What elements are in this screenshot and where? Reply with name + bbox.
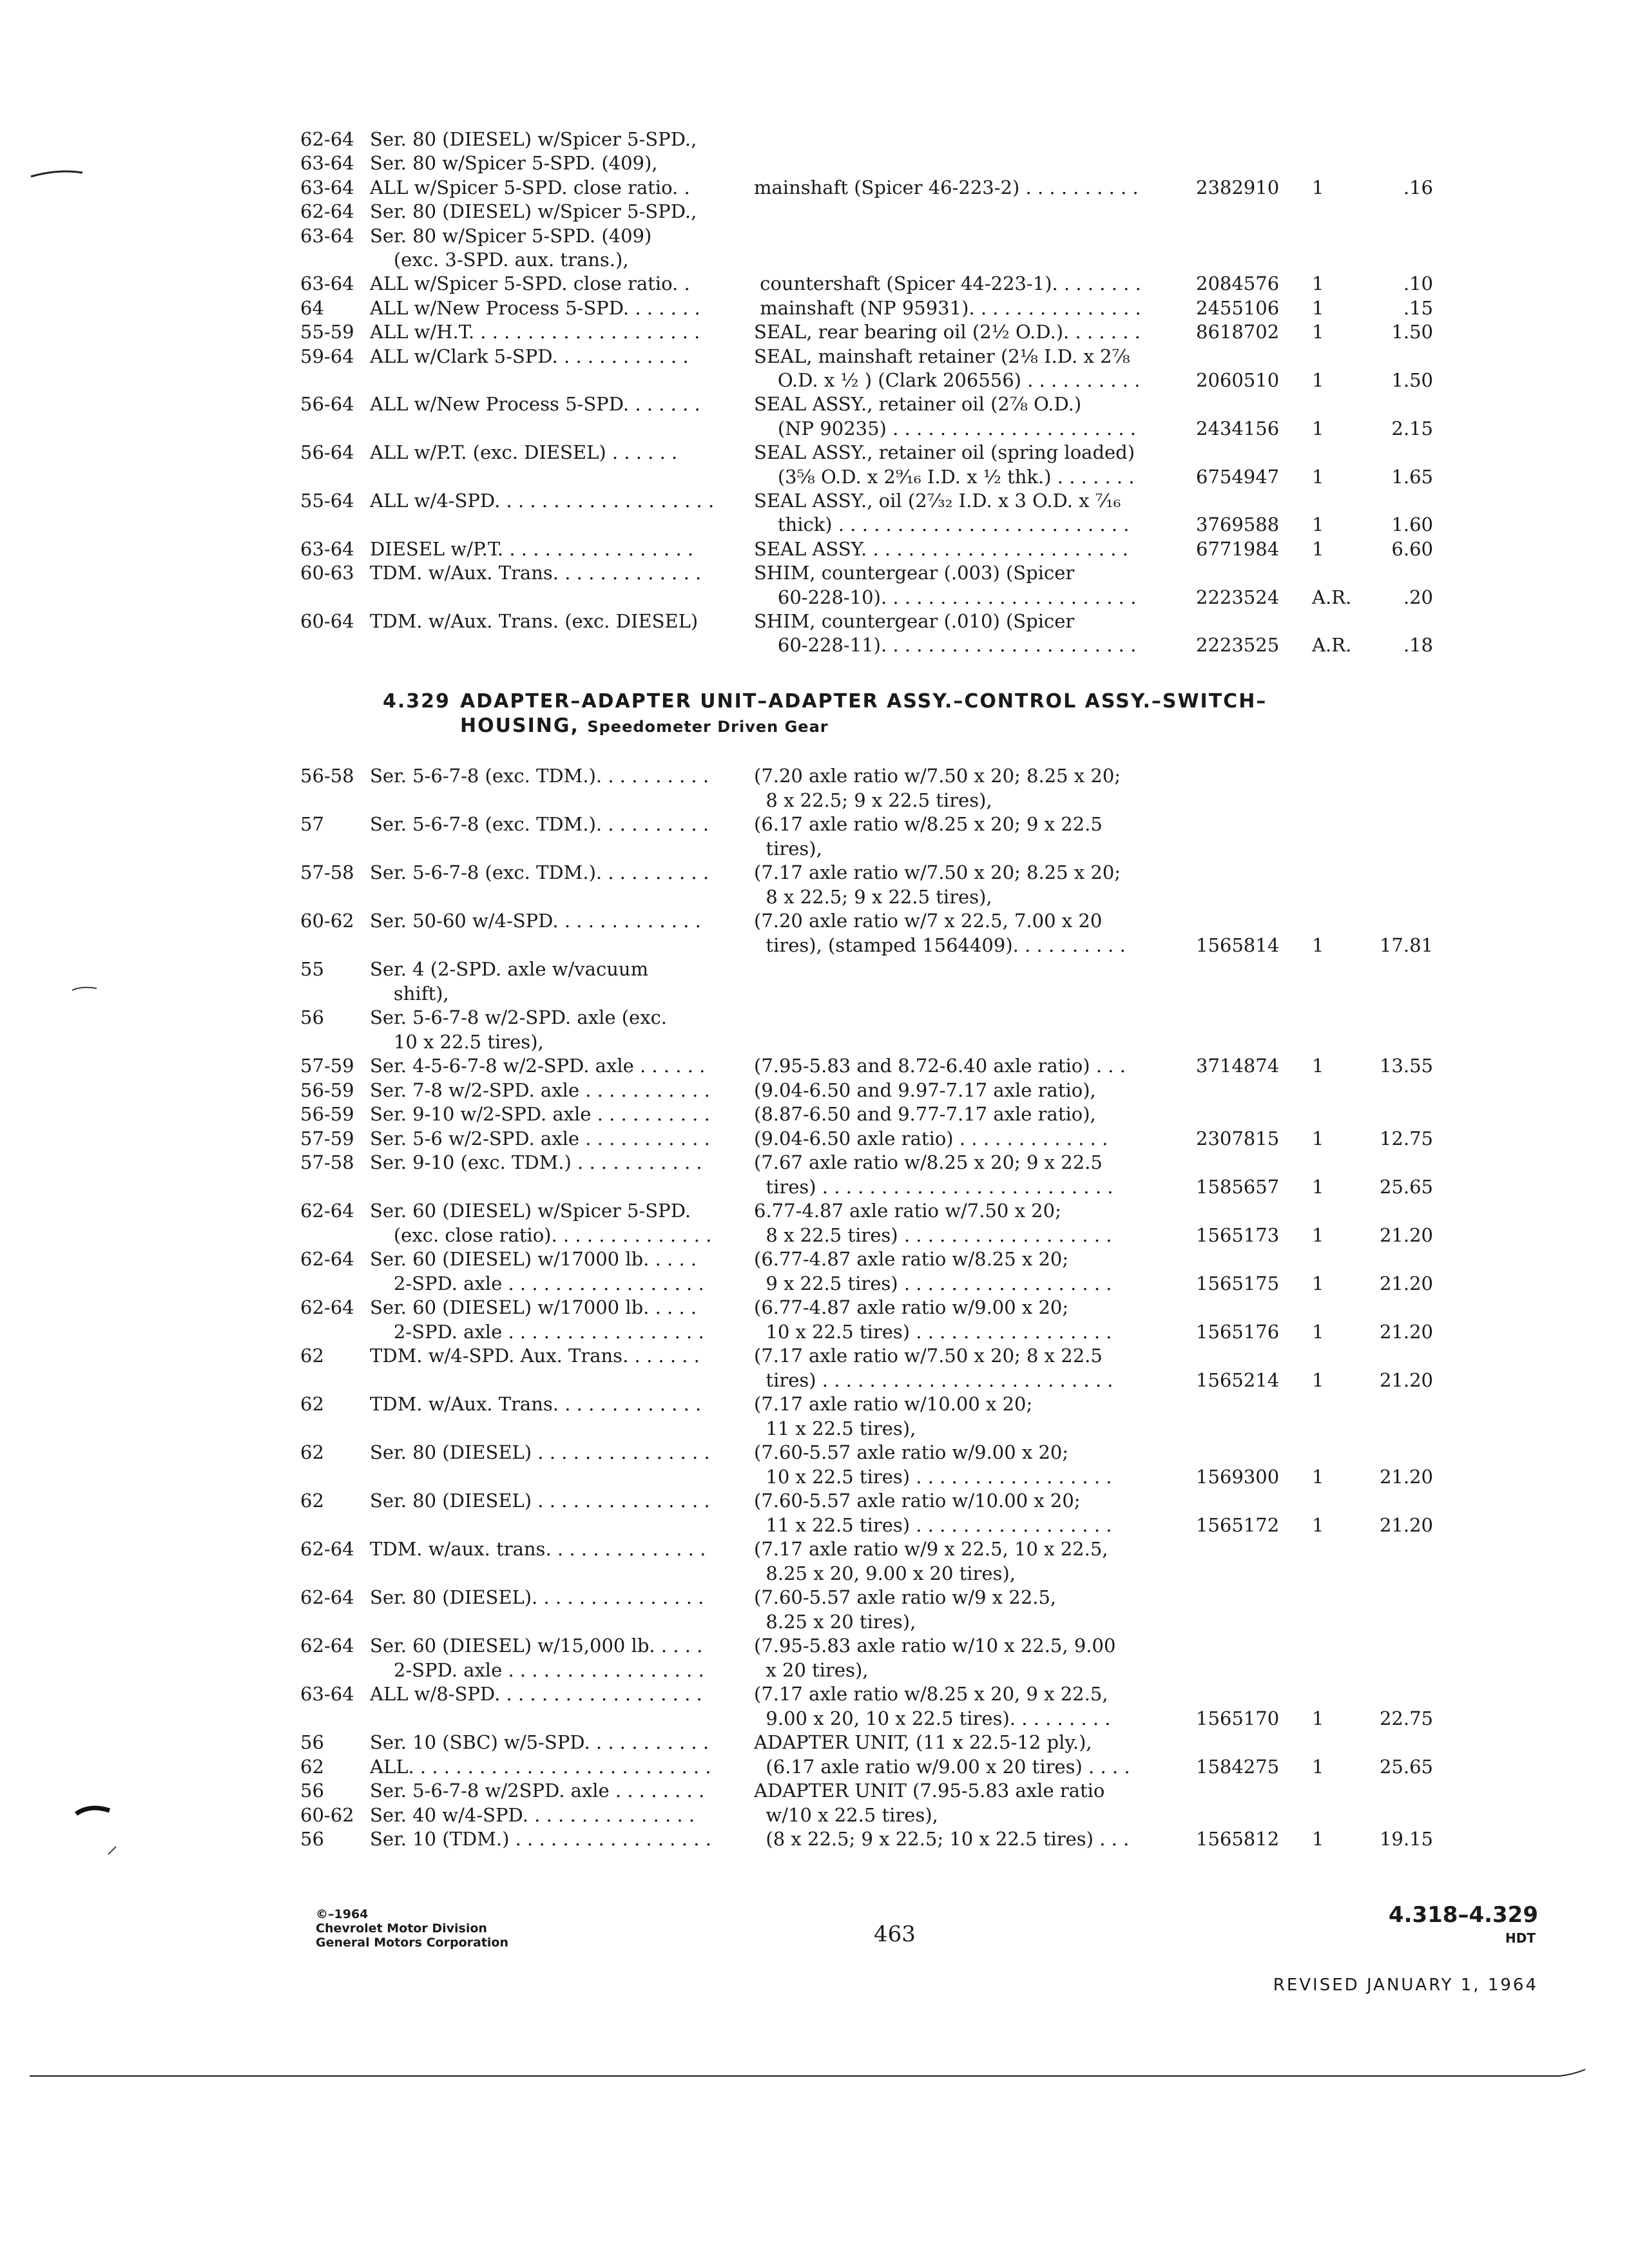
part-number-cell: 3769588 (1196, 514, 1280, 536)
year-cell: 57-58 (300, 1151, 354, 1173)
year-cell: 63-64 (300, 224, 354, 247)
application-cell: Ser. 80 (DIESEL) . . . . . . . . . . . . . . . (370, 1441, 710, 1463)
part-number-cell: 1565214 (1196, 1369, 1280, 1391)
part-number-cell: 6771984 (1196, 537, 1280, 560)
year-cell: 60-62 (300, 910, 354, 932)
application-cell: ALL w/New Process 5-SPD. . . . . . . (370, 393, 700, 416)
price-cell: .20 (1403, 586, 1433, 608)
quantity-cell: 1 (1312, 1272, 1324, 1294)
application-cell: Ser. 5-6-7-8 w/2-SPD. axle (exc. (370, 1006, 668, 1028)
quantity-cell: 1 (1312, 1127, 1324, 1149)
application-cell: ALL w/Spicer 5-SPD. close ratio. . (370, 176, 690, 198)
description-cell: (9.04-6.50 and 9.97-7.17 axle ratio), (754, 1079, 1096, 1101)
application-cell: Ser. 5-6 w/2-SPD. axle . . . . . . . . . . . (370, 1127, 710, 1149)
year-cell: 55-64 (300, 490, 354, 512)
price-cell: 12.75 (1379, 1127, 1433, 1149)
description-cell: (7.95-5.83 axle ratio w/10 x 22.5, 9.00 (754, 1635, 1116, 1657)
application-cell: 2-SPD. axle . . . . . . . . . . . . . . . . . (370, 1272, 704, 1294)
application-cell: Ser. 7-8 w/2-SPD. axle . . . . . . . . . . . (370, 1079, 710, 1101)
section-number: 4.329 (383, 690, 450, 713)
application-cell: ALL w/4-SPD. . . . . . . . . . . . . . . . . . . (370, 490, 715, 512)
price-cell: 1.65 (1391, 465, 1433, 488)
application-cell: Ser. 5-6-7-8 w/2SPD. axle . . . . . . . . (370, 1780, 705, 1802)
part-number-cell: 2382910 (1196, 176, 1280, 198)
quantity-cell: 1 (1312, 465, 1324, 488)
description-cell: (3⅝ O.D. x 2⁹⁄₁₆ I.D. x ½ thk.) . . . . . . . (754, 465, 1135, 488)
year-cell: 62 (300, 1755, 324, 1778)
price-cell: 21.20 (1379, 1514, 1433, 1536)
description-cell: 8 x 22.5; 9 x 22.5 tires), (754, 789, 992, 811)
description-cell: SEAL ASSY., oil (2⁷⁄₃₂ I.D. x 3 O.D. x ⁷⁄₁₆ (754, 490, 1121, 512)
description-cell: 10 x 22.5 tires) . . . . . . . . . . . . . . . . . (754, 1320, 1112, 1343)
application-cell: 2-SPD. axle . . . . . . . . . . . . . . . . . (370, 1658, 704, 1681)
description-cell: SEAL, mainshaft retainer (2⅛ I.D. x 2⅞ (754, 345, 1130, 367)
description-cell: 8 x 22.5; 9 x 22.5 tires), (754, 885, 992, 908)
application-cell: (exc. 3-SPD. aux. trans.), (370, 249, 629, 271)
quantity-cell: 1 (1312, 1320, 1324, 1343)
description-cell: (7.20 axle ratio w/7 x 22.5, 7.00 x 20 (754, 910, 1103, 932)
publisher-block (316, 1907, 508, 1950)
application-cell: ALL. . . . . . . . . . . . . . . . . . . . . . . . . . (370, 1755, 711, 1778)
price-cell: .18 (1403, 634, 1433, 657)
description-cell: O.D. x ½ ) (Clark 206556) . . . . . . . . . . (754, 369, 1141, 391)
description-cell: (7.67 axle ratio w/8.25 x 20; 9 x 22.5 (754, 1151, 1103, 1173)
description-cell: (7.17 axle ratio w/7.50 x 20; 8.25 x 20; (754, 861, 1121, 883)
description-cell: (7.60-5.57 axle ratio w/9.00 x 20; (754, 1441, 1069, 1463)
application-cell: Ser. 4 (2-SPD. axle w/vacuum (370, 958, 649, 980)
year-cell: 56-59 (300, 1103, 354, 1125)
application-cell: (exc. close ratio). . . . . . . . . . . . . . (370, 1224, 712, 1246)
price-cell: 13.55 (1379, 1055, 1433, 1077)
price-cell: .15 (1403, 296, 1433, 319)
year-cell: 62-64 (300, 128, 354, 150)
year-cell: 63-64 (300, 176, 354, 198)
year-cell: 62-64 (300, 1586, 354, 1608)
price-cell: 21.20 (1379, 1369, 1433, 1391)
part-number-cell: 2223524 (1196, 586, 1280, 608)
part-number-cell: 1565173 (1196, 1224, 1280, 1246)
quantity-cell: 1 (1312, 1828, 1324, 1850)
part-number-cell: 2434156 (1196, 417, 1280, 439)
application-cell: ALL w/H.T. . . . . . . . . . . . . . . . . . . . (370, 321, 700, 343)
part-number-cell: 2084576 (1196, 273, 1280, 295)
application-cell: Ser. 60 (DIESEL) w/17000 lb. . . . . (370, 1296, 697, 1318)
quantity-cell: A.R. (1312, 634, 1352, 657)
description-cell: 8 x 22.5 tires) . . . . . . . . . . . . . . . . . . (754, 1224, 1112, 1246)
application-cell: Ser. 80 (DIESEL) w/Spicer 5-SPD., (370, 128, 697, 150)
part-number-cell: 2307815 (1196, 1127, 1280, 1149)
description-cell: SEAL, rear bearing oil (2½ O.D.). . . . . . . (754, 321, 1141, 343)
description-cell: (7.17 axle ratio w/8.25 x 20, 9 x 22.5, (754, 1683, 1108, 1705)
description-cell: countershaft (Spicer 44-223-1). . . . . . . . (754, 273, 1141, 295)
description-cell: (7.17 axle ratio w/9 x 22.5, 10 x 22.5, (754, 1538, 1108, 1560)
year-cell: 63-64 (300, 537, 354, 560)
part-number-cell: 6754947 (1196, 465, 1280, 488)
year-cell: 62 (300, 1441, 324, 1463)
description-cell: (8.87-6.50 and 9.77-7.17 axle ratio), (754, 1103, 1096, 1125)
quantity-cell: 1 (1312, 321, 1324, 343)
description-cell: SEAL ASSY., retainer oil (spring loaded) (754, 441, 1135, 464)
price-cell: 21.20 (1379, 1465, 1433, 1488)
description-cell: (7.17 axle ratio w/10.00 x 20; (754, 1393, 1033, 1415)
description-cell: (6.77-4.87 axle ratio w/9.00 x 20; (754, 1296, 1069, 1318)
quantity-cell: 1 (1312, 1055, 1324, 1077)
description-cell: mainshaft (Spicer 46-223-2) . . . . . . . . . . (754, 176, 1139, 198)
year-cell: 56-64 (300, 393, 354, 416)
application-cell: Ser. 80 (DIESEL). . . . . . . . . . . . . . . (370, 1586, 704, 1608)
year-cell: 62-64 (300, 1296, 354, 1318)
application-cell: ALL w/Spicer 5-SPD. close ratio. . (370, 273, 690, 295)
application-cell: Ser. 9-10 w/2-SPD. axle . . . . . . . . . . (370, 1103, 710, 1125)
year-cell: 55 (300, 958, 324, 980)
price-cell: 1.50 (1391, 321, 1433, 343)
quantity-cell: 1 (1312, 1755, 1324, 1778)
year-cell: 56 (300, 1828, 324, 1850)
application-cell: Ser. 60 (DIESEL) w/17000 lb. . . . . (370, 1248, 697, 1270)
part-number-cell: 1565814 (1196, 934, 1280, 956)
year-cell: 62 (300, 1345, 324, 1367)
application-cell: DIESEL w/P.T. . . . . . . . . . . . . . . . . (370, 537, 694, 560)
part-number-cell: 1565176 (1196, 1320, 1280, 1343)
description-cell: (6.77-4.87 axle ratio w/8.25 x 20; (754, 1248, 1069, 1270)
description-cell: tires), (stamped 1564409). . . . . . . . . . (754, 934, 1126, 956)
quantity-cell: 1 (1312, 1514, 1324, 1536)
year-cell: 62-64 (300, 1538, 354, 1560)
division-name: Chevrolet Motor Division (316, 1921, 487, 1936)
year-cell: 63-64 (300, 1683, 354, 1705)
description-cell: (6.17 axle ratio w/9.00 x 20 tires) . . . . (754, 1755, 1130, 1778)
year-cell: 56 (300, 1006, 324, 1028)
application-cell: Ser. 10 (SBC) w/5-SPD. . . . . . . . . . . (370, 1731, 709, 1753)
quantity-cell: 1 (1312, 1224, 1324, 1246)
description-cell: (7.60-5.57 axle ratio w/9 x 22.5, (754, 1586, 1057, 1608)
price-cell: 2.15 (1391, 417, 1433, 439)
application-cell: 10 x 22.5 tires), (370, 1030, 544, 1053)
price-cell: 19.15 (1379, 1828, 1433, 1850)
description-cell: (7.60-5.57 axle ratio w/10.00 x 20; (754, 1490, 1081, 1512)
application-cell: ALL w/New Process 5-SPD. . . . . . . (370, 296, 700, 319)
application-cell: TDM. w/aux. trans. . . . . . . . . . . . . . (370, 1538, 706, 1560)
part-number-cell: 1565812 (1196, 1828, 1280, 1850)
section-range: 4.318–4.329 (1388, 1902, 1538, 1928)
description-cell: SEAL ASSY., retainer oil (2⅞ O.D.) (754, 393, 1082, 416)
quantity-cell: 1 (1312, 514, 1324, 536)
year-cell: 56-58 (300, 765, 354, 787)
year-cell: 63-64 (300, 273, 354, 295)
corporation-name: General Motors Corporation (316, 1936, 508, 1950)
year-cell: 62 (300, 1393, 324, 1415)
application-cell: Ser. 9-10 (exc. TDM.) . . . . . . . . . . . (370, 1151, 702, 1173)
part-number-cell: 1585657 (1196, 1175, 1280, 1198)
price-cell: 1.60 (1391, 514, 1433, 536)
quantity-cell: A.R. (1312, 586, 1352, 608)
description-cell: w/10 x 22.5 tires), (754, 1803, 938, 1826)
application-cell: TDM. w/4-SPD. Aux. Trans. . . . . . . (370, 1345, 700, 1367)
year-cell: 56 (300, 1731, 324, 1753)
application-cell: Ser. 10 (TDM.) . . . . . . . . . . . . . . . . . (370, 1828, 711, 1850)
application-cell: Ser. 40 w/4-SPD. . . . . . . . . . . . . . . (370, 1803, 695, 1826)
year-cell: 59-64 (300, 345, 354, 367)
description-cell: 60-228-11). . . . . . . . . . . . . . . . . . . . . . (754, 634, 1137, 657)
application-cell: Ser. 60 (DIESEL) w/Spicer 5-SPD. (370, 1200, 691, 1222)
description-cell: tires), (754, 837, 822, 860)
price-cell: 21.20 (1379, 1224, 1433, 1246)
year-cell: 63-64 (300, 152, 354, 175)
price-cell: 17.81 (1379, 934, 1433, 956)
quantity-cell: 1 (1312, 369, 1324, 391)
application-cell: Ser. 50-60 w/4-SPD. . . . . . . . . . . . . (370, 910, 701, 932)
year-cell: 56 (300, 1780, 324, 1802)
description-cell: 11 x 22.5 tires) . . . . . . . . . . . . . . . . . (754, 1514, 1112, 1536)
description-cell: x 20 tires), (754, 1658, 869, 1681)
quantity-cell: 1 (1312, 176, 1324, 198)
year-cell: 57-59 (300, 1127, 354, 1149)
description-cell: 8.25 x 20 tires), (754, 1610, 916, 1633)
quantity-cell: 1 (1312, 1707, 1324, 1729)
part-number-cell: 1569300 (1196, 1465, 1280, 1488)
description-cell: SHIM, countergear (.003) (Spicer (754, 562, 1075, 584)
application-cell: 2-SPD. axle . . . . . . . . . . . . . . . . . (370, 1320, 704, 1343)
quantity-cell: 1 (1312, 934, 1324, 956)
year-cell: 55-59 (300, 321, 354, 343)
application-cell: Ser. 80 (DIESEL) w/Spicer 5-SPD., (370, 200, 697, 223)
year-cell: 56-59 (300, 1079, 354, 1101)
application-cell: Ser. 80 w/Spicer 5-SPD. (409) (370, 224, 652, 247)
description-cell: 9.00 x 20, 10 x 22.5 tires). . . . . . . . . (754, 1707, 1111, 1729)
application-cell: ALL w/P.T. (exc. DIESEL) . . . . . . (370, 441, 678, 464)
description-cell: (8 x 22.5; 9 x 22.5; 10 x 22.5 tires) . . . (754, 1828, 1130, 1850)
application-cell: TDM. w/Aux. Trans. . . . . . . . . . . . . (370, 1393, 702, 1415)
description-cell: (7.17 axle ratio w/7.50 x 20; 8 x 22.5 (754, 1345, 1103, 1367)
part-number-cell: 8618702 (1196, 321, 1280, 343)
year-cell: 62-64 (300, 1200, 354, 1222)
part-number-cell: 1565175 (1196, 1272, 1280, 1294)
year-cell: 57-59 (300, 1055, 354, 1077)
description-cell: tires) . . . . . . . . . . . . . . . . . . . . . . . . . (754, 1369, 1113, 1391)
price-cell: 21.20 (1379, 1272, 1433, 1294)
margin-hole-mark-middle (72, 988, 97, 990)
description-cell: SEAL ASSY. . . . . . . . . . . . . . . . . . . . . . . (754, 537, 1128, 560)
margin-scratch (108, 1847, 116, 1854)
section-subheading (460, 714, 829, 739)
description-cell: 60-228-10). . . . . . . . . . . . . . . . . . . . . . (754, 586, 1137, 608)
part-number-cell: 2223525 (1196, 634, 1280, 657)
price-cell: 25.65 (1379, 1175, 1433, 1198)
year-cell: 57-58 (300, 861, 354, 883)
description-cell: 6.77-4.87 axle ratio w/7.50 x 20; (754, 1200, 1061, 1222)
description-cell: ADAPTER UNIT (7.95-5.83 axle ratio (754, 1780, 1105, 1802)
margin-hole-mark-top (31, 171, 82, 177)
application-cell: Ser. 5-6-7-8 (exc. TDM.). . . . . . . . . . (370, 861, 709, 883)
price-cell: 22.75 (1379, 1707, 1433, 1729)
quantity-cell: 1 (1312, 537, 1324, 560)
margin-hole-mark-bottom (76, 1808, 110, 1814)
part-number-cell: 1584275 (1196, 1755, 1280, 1778)
year-cell: 56-64 (300, 441, 354, 464)
description-cell: thick) . . . . . . . . . . . . . . . . . . . . . . . . . (754, 514, 1130, 536)
part-number-cell: 1565170 (1196, 1707, 1280, 1729)
application-cell: Ser. 80 w/Spicer 5-SPD. (409), (370, 152, 658, 175)
application-cell: TDM. w/Aux. Trans. (exc. DIESEL) (370, 610, 699, 632)
part-number-cell: 1565172 (1196, 1514, 1280, 1536)
section-heading (383, 689, 1267, 714)
quantity-cell: 1 (1312, 273, 1324, 295)
year-cell: 60-64 (300, 610, 354, 632)
application-cell: TDM. w/Aux. Trans. . . . . . . . . . . . . (370, 562, 702, 584)
year-cell: 57 (300, 813, 324, 835)
model-tag: HDT (1505, 1930, 1536, 1946)
application-cell: Ser. 5-6-7-8 (exc. TDM.). . . . . . . . . . (370, 813, 709, 835)
description-cell: SHIM, countergear (.010) (Spicer (754, 610, 1075, 632)
page-number: 463 (874, 1921, 916, 1947)
year-cell: 62 (300, 1490, 324, 1512)
description-cell: (7.20 axle ratio w/7.50 x 20; 8.25 x 20; (754, 765, 1121, 787)
part-number-cell: 2060510 (1196, 369, 1280, 391)
revised-date: REVISED JANUARY 1, 1964 (1273, 1975, 1538, 1995)
description-cell: mainshaft (NP 95931). . . . . . . . . . . . . . . (754, 296, 1141, 319)
section-title-cont: HOUSING, (460, 715, 579, 737)
price-cell: 6.60 (1391, 537, 1433, 560)
price-cell: 21.20 (1379, 1320, 1433, 1343)
application-cell: ALL w/Clark 5-SPD. . . . . . . . . . . . (370, 345, 689, 367)
application-cell: Ser. 5-6-7-8 (exc. TDM.). . . . . . . . . . (370, 765, 709, 787)
quantity-cell: 1 (1312, 1465, 1324, 1488)
year-cell: 62-64 (300, 200, 354, 223)
copyright: ©–1964 (316, 1907, 369, 1921)
part-number-cell: 3714874 (1196, 1055, 1280, 1077)
price-cell: .16 (1403, 176, 1433, 198)
part-number-cell: 2455106 (1196, 296, 1280, 319)
section-title: ADAPTER–ADAPTER UNIT–ADAPTER ASSY.–CONTROL ASSY.–SWITCH– (460, 690, 1268, 713)
description-cell: (NP 90235) . . . . . . . . . . . . . . . . . . . . . (754, 417, 1137, 439)
bottom-edge-line (30, 2070, 1585, 2076)
description-cell: (9.04-6.50 axle ratio) . . . . . . . . . . . . . (754, 1127, 1108, 1149)
year-cell: 60-63 (300, 562, 354, 584)
description-cell: (6.17 axle ratio w/8.25 x 20; 9 x 22.5 (754, 813, 1103, 835)
description-cell: 8.25 x 20, 9.00 x 20 tires), (754, 1562, 1016, 1584)
application-cell: ALL w/8-SPD. . . . . . . . . . . . . . . . . . (370, 1683, 702, 1705)
price-cell: 1.50 (1391, 369, 1433, 391)
description-cell: 11 x 22.5 tires), (754, 1417, 916, 1439)
description-cell: 9 x 22.5 tires) . . . . . . . . . . . . . . . . . . (754, 1272, 1112, 1294)
description-cell: tires) . . . . . . . . . . . . . . . . . . . . . . . . . (754, 1175, 1113, 1198)
application-cell: Ser. 60 (DIESEL) w/15,000 lb. . . . . (370, 1635, 703, 1657)
section-subtitle: Speedometer Driven Gear (587, 718, 829, 736)
quantity-cell: 1 (1312, 1175, 1324, 1198)
quantity-cell: 1 (1312, 296, 1324, 319)
application-cell: Ser. 4-5-6-7-8 w/2-SPD. axle . . . . . . (370, 1055, 706, 1077)
description-cell: (7.95-5.83 and 8.72-6.40 axle ratio) . . . (754, 1055, 1126, 1077)
year-cell: 62-64 (300, 1248, 354, 1270)
application-cell: Ser. 80 (DIESEL) . . . . . . . . . . . . . . . (370, 1490, 710, 1512)
description-cell: 10 x 22.5 tires) . . . . . . . . . . . . . . . . . (754, 1465, 1112, 1488)
quantity-cell: 1 (1312, 417, 1324, 439)
year-cell: 60-62 (300, 1803, 354, 1826)
quantity-cell: 1 (1312, 1369, 1324, 1391)
application-cell: shift), (370, 982, 449, 1004)
price-cell: .10 (1403, 273, 1433, 295)
year-cell: 62-64 (300, 1635, 354, 1657)
price-cell: 25.65 (1379, 1755, 1433, 1778)
year-cell: 64 (300, 296, 324, 319)
description-cell: ADAPTER UNIT, (11 x 22.5-12 ply.), (754, 1731, 1092, 1753)
